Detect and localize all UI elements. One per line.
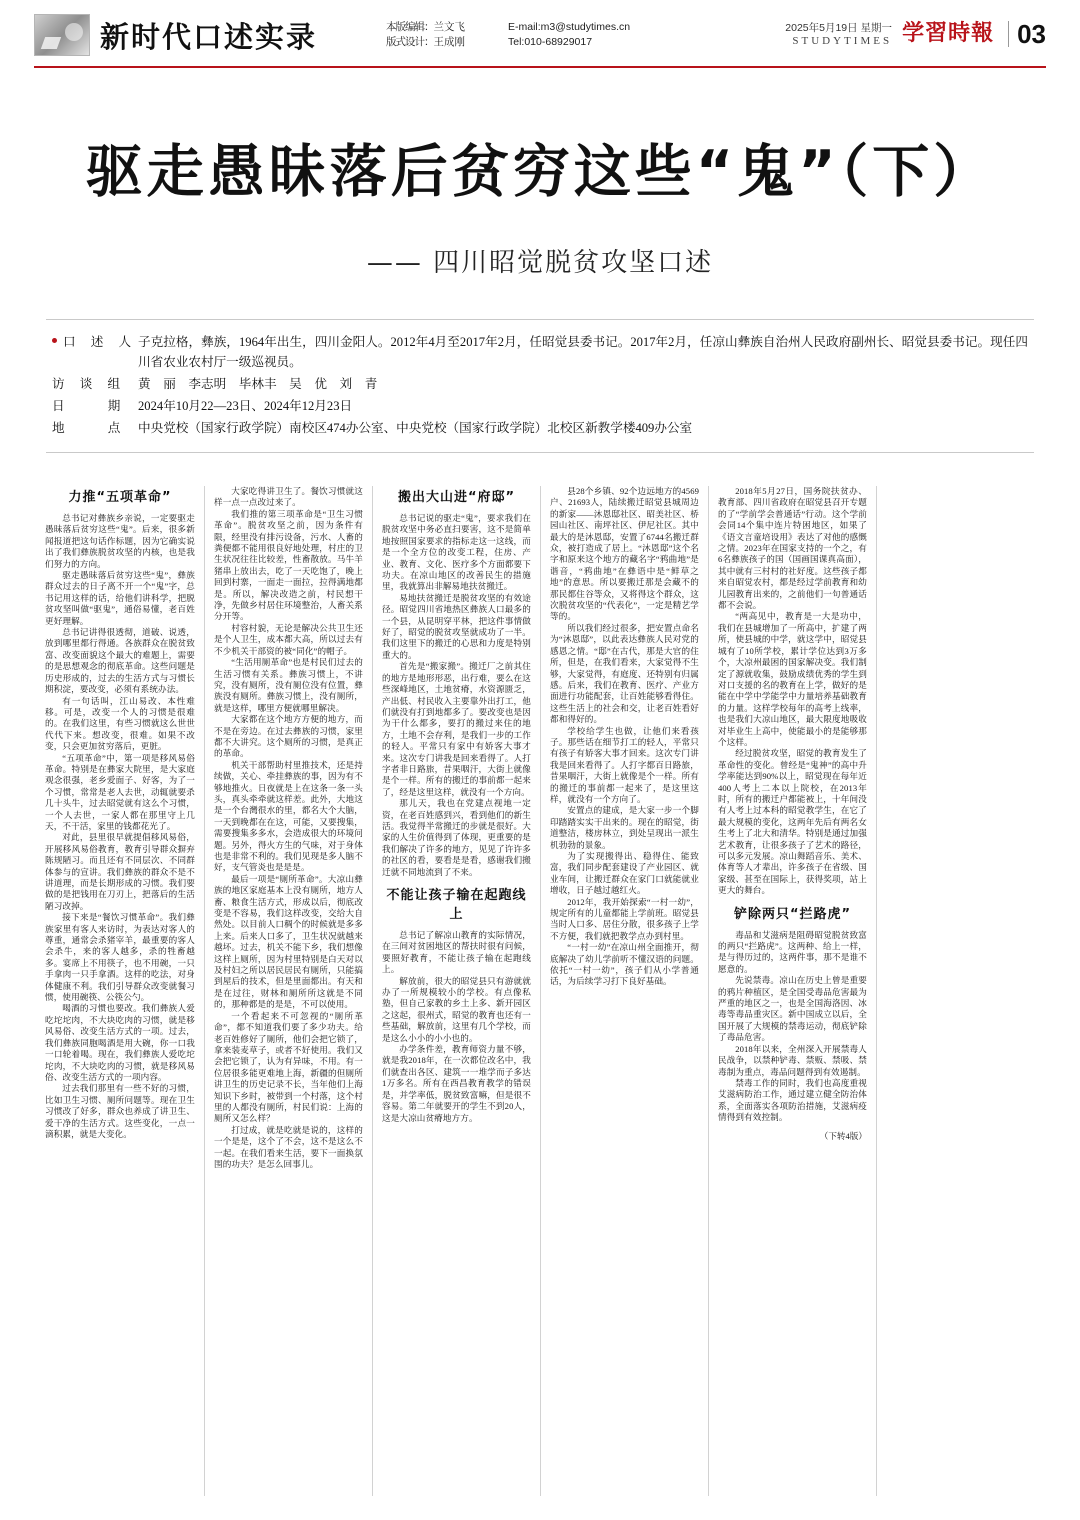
section-heading: 力推“五项革命” — [68, 490, 172, 505]
article-paragraph: 先说禁毒。凉山在历史上曾是重要的鸦片种植区，是全国受毒品危害最为严重的地区之一，也是全国海洛因、冰毒等毒品重灾区。新中国成立以后，全国开展了大规模的禁毒运动，彻底铲除了毒品危害。 — [718, 975, 867, 1043]
article-paragraph: 对此，县里很早就提倡移风易俗，开展移风易俗教育，教育引导群众摒弃陈规陋习。而且还有不同层次、不同群体参与的宣讲。我们彝族的群众不是不讲道理，而是长期形成的习惯。我们要做的是把钱用在刀刃上，把落后的生活陋习改掉。 — [45, 832, 195, 911]
article-column — [708, 486, 876, 1496]
editor-name: 兰文飞 — [433, 21, 465, 33]
info-label: 日 期 — [52, 399, 127, 413]
article-paragraph: 禁毒工作的同时，我们也高度重视艾滋病防治工作，通过建立健全防治体系，全面落实各项防治措施，艾滋病疫情得到有效控制。 — [718, 1077, 867, 1123]
info-label: 访 谈 组 — [52, 377, 127, 391]
article-paragraph: 安置点的建成，是大家一步一个脚印踏踏实实干出来的。现在的昭觉，街道整洁，楼房林立，到处呈现出一派生机勃勃的景象。 — [550, 805, 699, 850]
article-paragraph: 喝酒的习惯也要改。我们彝族人爱吃坨坨肉，不大块吃肉的习惯，就是移风易俗、改变生活方式的一项。过去，我们彝族同胞喝酒是用大碗，你一口我一口轮着喝。现在，我们彝族人爱吃坨坨肉，不大块吃肉的习惯，就是移风易俗、改变生活方式的一项内容。 — [45, 1003, 195, 1082]
interview-info-box — [46, 319, 1034, 453]
info-value: 子克拉格，彝族，1964年出生，四川金阳人。2012年4月至2017年2月，任昭觉县委书记。2017年2月，任凉山彝族自治州人民政府副州长、昭觉县委书记。现任四川省农业农村厅一级巡视员。 — [138, 335, 1028, 369]
article-paragraph: 易地扶贫搬迁是脱贫攻坚的有效途径。昭觉四川省地热区彝族人口最多的一个县，从昆明穿平林，把这件事情做好了，昭觉的脱贫攻坚就成功了一半。我们这里下的搬迁的心思和力度是特别重大的。 — [382, 592, 531, 660]
article-paragraph: 总书记了解凉山教育的实际情况，在三间对贫困地区的帮扶时很有问候，要照好教育，不能让孩子输在起跑线上。 — [382, 930, 531, 975]
article-paragraph: “五项革命”中，第一项是移风易俗革命。特别是在彝家大院里，是大家庭观念很强，老乡爱面子、好客，为了一个习惯，常常是老人去世，动辄就要杀几十头牛，过去昭觉就有这么个习惯，一个人去世，一家人都在那里守上几天，不干活，家里的钱都花光了。 — [45, 752, 195, 831]
article-paragraph: 为了实现搬得出、稳得住、能致富，我们同步配套建设了产业园区、就业车间，让搬迁群众在家门口就能就业增收，日子越过越红火。 — [550, 851, 699, 896]
info-value: 中央党校（国家行政学院）南校区474办公室、中央党校（国家行政学院）北校区新教学楼409办公室 — [138, 421, 693, 435]
info-row — [52, 332, 1028, 372]
masthead-credits — [386, 20, 465, 50]
article-paragraph: “生活用厕革命”也是村民们过去的生活习惯有关系。彝族习惯上，不讲究，没有厕所，没有厕位没有位置，彝族没有厕所。彝族习惯上，没有厕所，就是这样，哪里方便就哪里解决。 — [214, 657, 363, 713]
contact-tel: Tel:010-68929017 — [508, 36, 593, 48]
bullet-icon — [52, 338, 57, 343]
column-name: 新时代口述实录 — [100, 19, 318, 54]
article-paragraph: “两高见中，教育是一大是功中，我们在县城增加了一所高中，扩建了两所，使县城的中学，就这学中，昭觉县城有了10所学校，累计学位达到3万多个，大凉州最困的国家解决变。我们制定了源就收集，鼓励成绩优秀的学生到对口支援的名的教育在上学，做好的是能在中学中学能学中力量培养基础教育的力量。这样学校每年的高考上线率，也是我们大凉山地区，最大限度地吸收对毕业生上高中，使能最小的是能够那个这样。 — [718, 611, 867, 747]
article-paragraph: 过去我们那里有一些不好的习惯，比如卫生习惯、厕所问题等。现在卫生习惯改了好多，群众也养成了讲卫生、爱干净的生活方式。这些变化，一点一滴积累，就是大变化。 — [45, 1083, 195, 1139]
article-paragraph: “一村一幼”在凉山州全面推开，彻底解决了幼儿学前听不懂汉语的问题。依托“一村一幼”，孩子们从小学普通话，为后续学习打下良好基础。 — [550, 942, 699, 987]
page-number: 03 — [1008, 21, 1046, 47]
article-paragraph: 村容村貌，无论是解决公共卫生还是个人卫生，成本都大高，所以过去有不少机关干部资的被“同化”的帽子。 — [214, 622, 363, 656]
article-column — [372, 486, 540, 1496]
article-paragraph: 接下来是“餐饮习惯革命”。我们彝族家里有客人来访时，为表达对客人的尊重，通常会杀猪宰羊，最重要的客人会杀牛，来的客人越多，杀的牲畜越多。宴席上不用筷子，也不用碗，一只手拿肉一只手拿酒。这样的吃法，对身体健康不利。我们引导群众改变就餐习惯，使用碗筷、公筷公勺。 — [45, 912, 195, 1003]
continuation-note: （下转4版） — [819, 1130, 867, 1141]
publish-date: 2025年5月19日 星期一 — [785, 22, 893, 34]
article-paragraph: 一个看起来不可忽视的“厕所革命”，都不知道我们要了多少功夫。给老百姓修好了厕所，他们会把它锁了，拿来装麦草子，或者不好使用。我们又会把它锁了，认为有异味，不用。有一位居很多能更难地上海，新疆的但厕所讲卫生的历史记录不长，当年他们上海知识下乡时，被带到一个村落，这个村里的人都没有厕所，村民们说：上海的厕所又怎么样？ — [214, 1010, 363, 1124]
section-heading: 铲除两只“拦路虎” — [733, 906, 852, 922]
article-paragraph: 最后一项是“厕所革命”。大凉山彝族的地区家庭基本上没有厕所，地方人畜、粮食生活方式，形成以后，彻底改变是不容易，我们这样改变，交给大自然处。以目前人口稠个的时候就是多多上来。后来人口多了，卫生状况就越来越坏。过去，机关不能下乡，我们想像这样上厕所，因为村里特别是白天对以及村妇之所以居民居民有厕所，只能搞到屋后的技术，但是里面都出。有天和是在过往，财林和厕所所这就是不同的，那种都是的是是，不可以使用。 — [214, 873, 363, 1010]
article-paragraph: 驱走愚昧落后贫穷这些“鬼”，彝族群众过去的日子离不开一个“鬼”字，总书记用这样的话，给他们讲科学，把脱贫攻坚叫做“驱鬼”，通俗易懂，老百姓更好理解。 — [45, 570, 195, 626]
article-columns — [36, 486, 1044, 1496]
article-paragraph: 办学条件差，教育师资力量不够，就是我2018年，在一次都位改名中，我们就查出各区、建筑一一堆学而子多达1万多名。所有在西昌教育教学的错误是，并学率低，脱贫致富嘛，但是很不容易。第二年就要开的学生不到20人，这是大凉山贫瘠地方方。 — [382, 1044, 531, 1123]
info-row — [52, 418, 1028, 438]
article-column — [540, 486, 708, 1496]
masthead — [34, 14, 1046, 68]
info-label: 地 点 — [52, 421, 127, 435]
paper-english-name: STUDYTIMES — [792, 35, 893, 47]
info-row — [52, 396, 1028, 416]
article-paragraph: 首先是“搬家搬”。搬迁厂之前其住的地方是地形形恶，出行难，要么在这些深峰地区，土地贫瘠，水资源匮乏，产出低、村民收入主要靠外出打工，他们就没有打到地都多了。要改变也是因为干什么都多，要打的搬过来住的地方，土地不会存利，是我们一步的工作的轻人。平常只有家中有娇客大事才来。这次专门讲我是回来看得了。人打字者非日路旅，昔果咽汗，大街上就像是个一样。所有的搬迁的事前都一起来了，经是这里这样，就没有一个方向。 — [382, 661, 531, 797]
paper-brand: 学習時報 — [902, 21, 995, 46]
article-paragraph: 2018年5月27日，国务院扶贫办、教育部、四川省政府在昭觉县召开专题的了“学前学会普通话”行动。这个学前会同14个集中连片特困地区，如果了《语文言童培设用》表达了对他的感慨之情。2023年在国家支持的一个之，有6名彝族孩子的国（国画国课真高面），其中就有三村村的社好度。这些孩子都来自昭觉农村，都是经过学前教育和幼儿园教育出来的，之前他们一句普通话都不会说。 — [718, 486, 867, 611]
article-paragraph: 2018年以来，全州深入开展禁毒人民战争，以禁种铲毒、禁贩、禁吸、禁毒制为重点，毒品问题得到有效遏制。 — [718, 1043, 867, 1077]
article-paragraph: 有一句话叫，江山易改、本性难移。可是，改变一个人的习惯是很难的。在我们这里，有些习惯就这么世世代代下来。想改变，很难。如果不改变，只会更加贫穷落后，更脏。 — [45, 695, 195, 752]
masthead-left — [34, 14, 317, 56]
article-paragraph: 打过成，就是吃就是说的，这样的一个是是，这个了不会，这不是这么不一起。在我们看来生活，要下一面换氛围的功夫？是怎么回事儿。 — [214, 1124, 363, 1169]
newspaper-logo-icon — [34, 14, 90, 56]
editor-label: 本版编辑： — [386, 21, 434, 33]
article-paragraph: 经过脱贫攻坚，昭觉的教育发生了革命性的变化。曾经是“鬼神”的高中升学率能达到90%以上，昭觉现在每年近400人考上二本以上院校，在2013年时，所有的搬迁户都能被上，十年间没有人考上过本科的昭觉教学生，在它了最大规模的变化，这两年先后有两名女生考上了北大和清华。特别是通过加强艺术教育，让很多孩子了艺术的路径，可以多元发展。凉山舞蹈音乐、美术、体育等人才辈出，许多孩子在省级、国家级、甚至在国际上，获得奖项，站上更大的舞台。 — [718, 748, 867, 896]
page-title: 驱走愚昧落后贫穷这些“鬼”（下） — [85, 139, 995, 205]
article-paragraph: 总书记讲得很透彻，道破、说透，放到哪里都行得通。各族群众在脱贫致富、改变面貌这个最大的难题上，需要的是思想观念的彻底革命。这些问题是历史形成的，过去的生活方式与习惯长期积淀，要改变，必须有系统办法。 — [45, 627, 195, 695]
info-row — [52, 374, 1028, 394]
article-paragraph: 总书记说的驱走“鬼”，要求我们在脱贫攻坚中务必直扫要害，这不是简单地按照国家要求的指标走这一这线，而是一个全方位的改变工程，住房、产业、教育、文化、医疗多个方面都要下功夫。在凉山地区的改善民生的措施里，我就算出非解易地扶贫搬迁。 — [382, 513, 531, 592]
article-paragraph: 解放前，很大的昭觉县只有游就就办了一所规模较小的学校。有点像私塾，但自己家教的乡土上多、新开园区之这起，很州式，昭觉的教育也还有一些基础，解放前，这里有几个学校，而是这么小小的小小也的。 — [382, 975, 531, 1043]
article-paragraph: 学校给学生也做，让他们来看孩子。那些话在细节打工的轻人，平常只有孩子有娇客大事才回来。这次专门讲我是回来看得了。人打字都百日路旅，昔果咽汗，大街上就像是个一样。所有的搬迁的事前都一起来了，是这里这样，就没有一个方向了。 — [550, 725, 699, 804]
article-paragraph: 县28个乡镇、92个边远地方的4569户、21693人，陆续搬迁昭觉县城周边的新家——沐恩邸社区、昭美社区、桥园山社区、南坪社区、伊尼社区。其中最大的是沐恩邸，安置了6744名搬迁群众，被打造成了居上。“沐恩邸”这个名字和原来这个地方的藏名字“鸦曲地”是谐音，“鸦曲地”在彝语中是“鲜草之地”的意思。所以要搬迁那是会藏不的那民都住谷等众，又将得这个群众，这次脱贫攻坚的“代表化”，一定是精艺学等的。 — [550, 486, 699, 622]
designer-name: 王成刚 — [433, 36, 465, 48]
article-paragraph: 大家吃得讲卫生了。餐饮习惯就这样一点一点改过来了。 — [214, 486, 363, 508]
article-paragraph: 2012年，我开始探索“一村一幼”，规定所有的儿童都能上学前班。昭觉县当时人口多、居住分散，很多孩子上学不方便，我们就把教学点办到村里。 — [550, 896, 699, 941]
info-label: 口 述 人 — [52, 332, 138, 372]
contact-email: E-mail:m3@studytimes.cn — [508, 21, 631, 33]
article-paragraph: 毒品和艾滋病是阻碍昭觉脱贫致富的两只“拦路虎”。这两种、给上一样，是与得历过的，这两件事，那不是谁不愿意的。 — [718, 929, 867, 974]
masthead-contact — [508, 20, 630, 50]
article-paragraph: 我们推的第三项革命是“卫生习惯革命”。脱贫攻坚之前，因为条件有限，经里没有排污设备，污水、人畜的粪便都不能用很良好地处理，村庄的卫生状况往往比较差，性畜散放。马牛羊猪串上放出去，吃了一天吃饱了，晚上回到村寨，一面走一面拉，拉得满地都是。所以，解决改造之前，村民想干净，先做乡村居住环境整治，人畜关系分开等。 — [214, 508, 363, 622]
article-column — [36, 486, 204, 1496]
designer-label: 版式设计： — [386, 36, 434, 48]
article-paragraph: 大家都在这个地方方便的地方，而不是在旁边。在过去彝族的习惯，家里都不大讲究。这个厕所的习惯，是真正的革命。 — [214, 714, 363, 759]
masthead-right — [785, 16, 1046, 47]
article-column — [204, 486, 372, 1496]
article-paragraph: 所以我们经过很多，把安置点命名为“沐恩邸”，以此表达彝族人民对党的感恩之情。“邸”在古代，那是大官的住所，但是，在我们看来，大家觉得不生够，大家觉得，有庭度、还特别有归属感。后来，我们在教育、医疗、产业方面进行功能配套，让百姓能够看得住。这些生活上的社会和交，让老百姓看好都和得好的。 — [550, 622, 699, 725]
info-value: 黄 丽 李志明 毕林丰 吴 优 刘 青 — [138, 377, 378, 391]
page-subtitle: —— 四川昭觉脱贫攻坚口述 — [366, 248, 714, 278]
article-column — [876, 486, 1044, 1496]
article-paragraph: 那儿天，我也在党建点视地一定资，在老百姓感到兴，看到他们的新生活。我觉得半常搬迁的步就是很好。大家的人生价值得到了体现，更重要的是我们解决了许多的地方，见见了许许多的社区的看，要看是是看，感谢我们搬迁就不同地流到了不来。 — [382, 798, 531, 877]
section-heading: 搬出大山进“府邸” — [397, 490, 516, 505]
section-heading: 不能让孩子输在起跑线上 — [386, 888, 527, 922]
article-paragraph: 总书记对彝族乡亲说，一定要驱走愚昧落后贫穷这些“鬼”。后来，很多新闻报道把这句话作标题，因为它确实说出了我们彝族脱贫攻坚的内核，也是我们努力的方向。 — [45, 513, 195, 569]
article-paragraph: 机关干部帮助村里推技术，还是持续做，关心、牵挂彝族的事，因为有不够地推火。日夜就是上在这条一条一头头，真头牵牵就这样差。此外，大地这是一个台灣很水的里，都名大个大脑，一天到晚都在在这，可能，又要搜集，需要搜集多多水，会造成很大的环境问题。另外，得火方生的气味，对于身体也是非常不利的。我们见现是多人脑不好，支气管炎也是是是。 — [214, 759, 363, 873]
info-value: 2024年10月22—23日、2024年12月23日 — [138, 399, 353, 413]
